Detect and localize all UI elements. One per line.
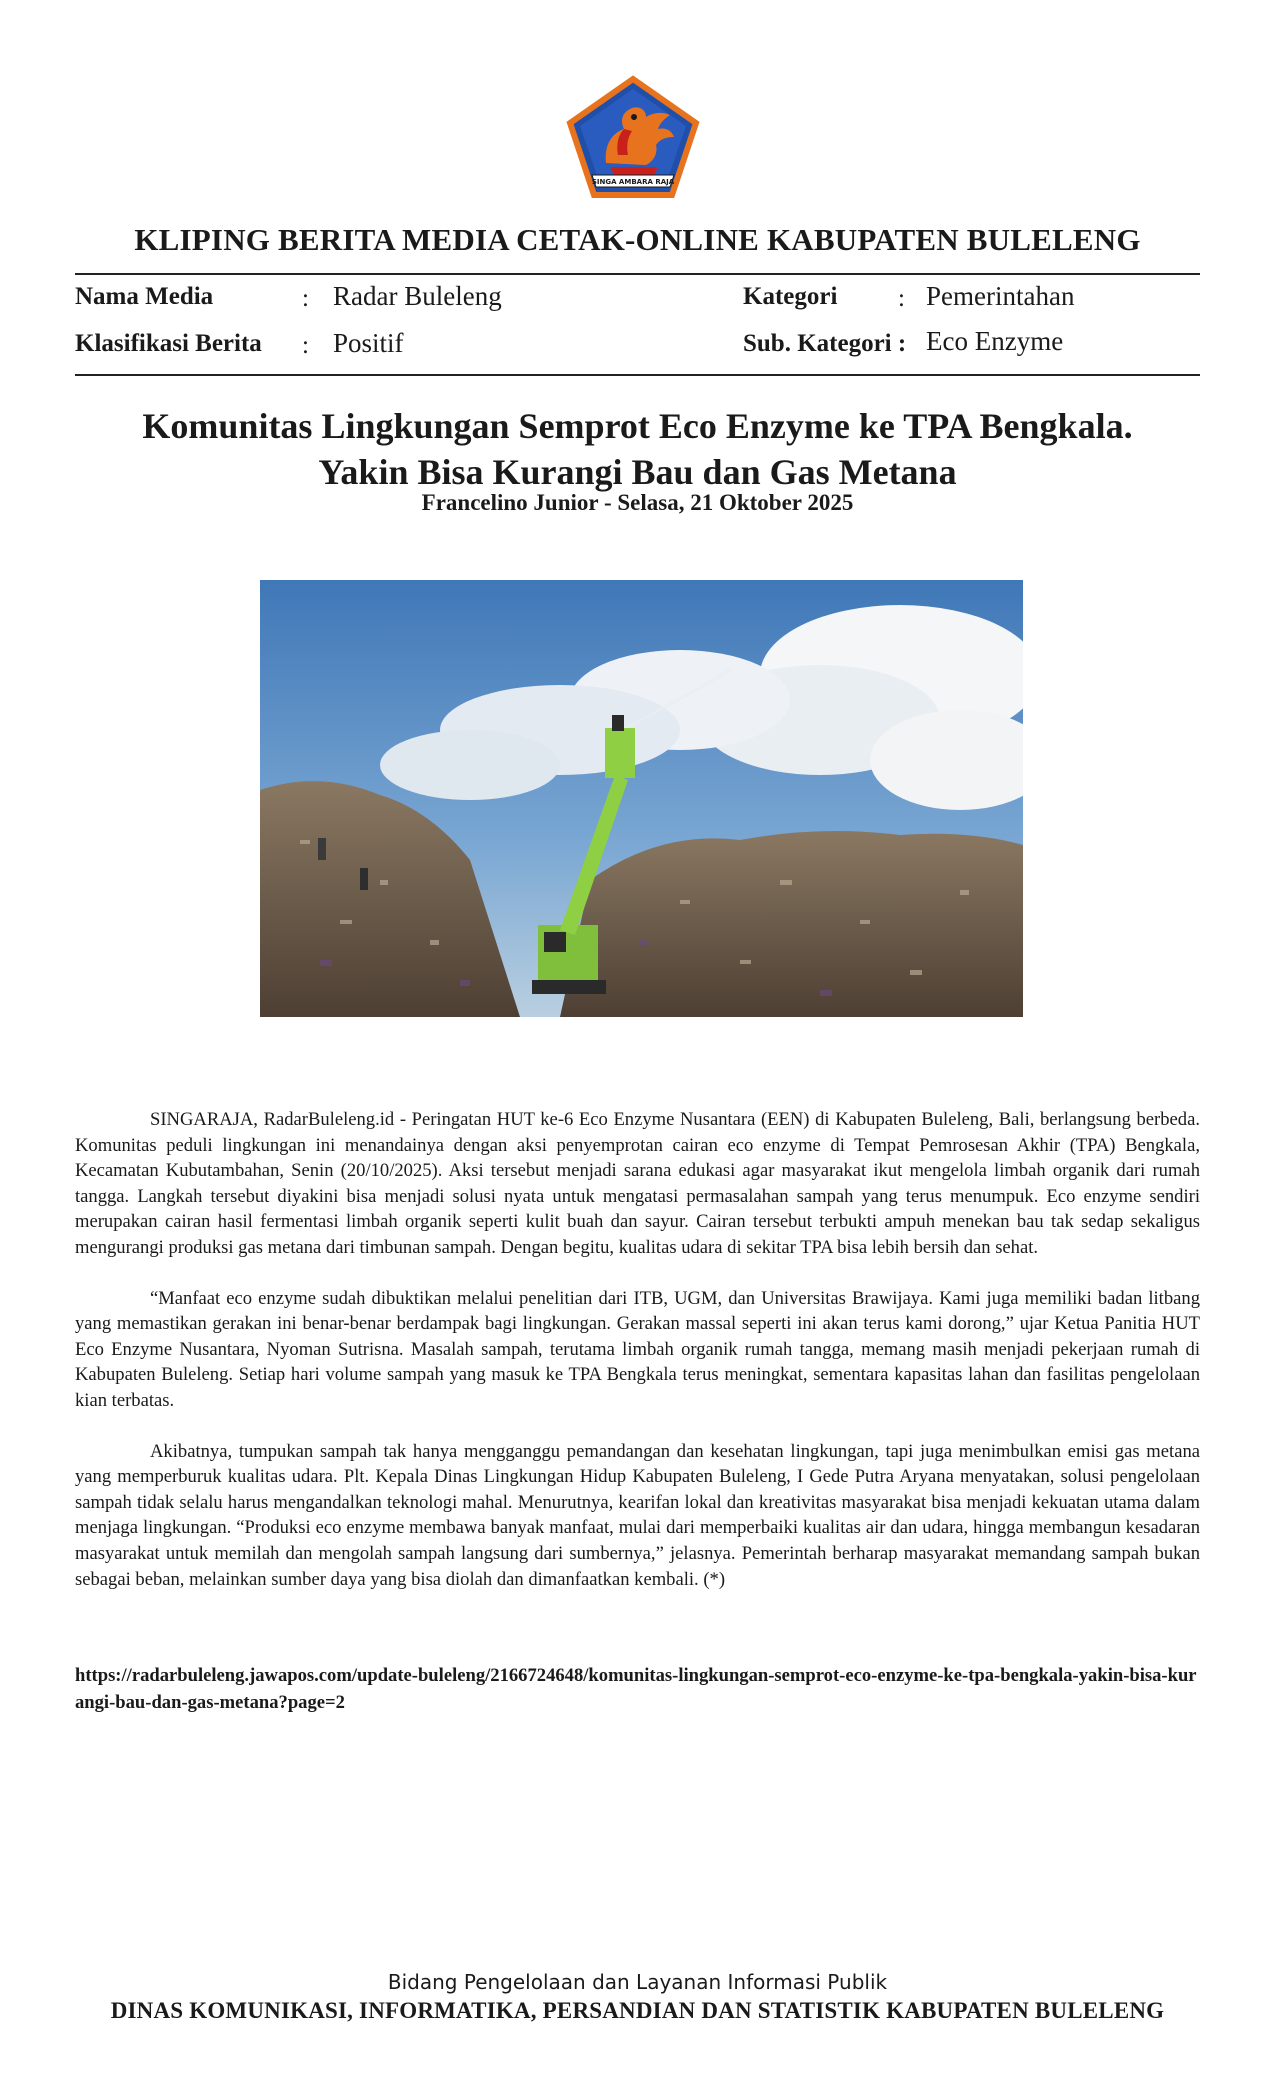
media-label: Nama Media [75,283,214,310]
kategori-label: Kategori [743,283,838,310]
emblem-motto: SINGA AMBARA RAJA [591,178,675,186]
subkategori-label: Sub. Kategori : [743,330,907,357]
article-photo [260,580,1023,1017]
buleleng-regency-emblem [566,75,700,199]
article-body [75,1107,1200,1617]
article-title-line1: Komunitas Lingkungan Semprot Eco Enzyme ke TPA Bengkala. [142,406,1133,446]
header-top-divider [75,273,1200,275]
document-header-title: KLIPING BERITA MEDIA CETAK-ONLINE KABUPATEN BULELENG [134,222,1141,257]
article-title [0,403,1275,495]
kategori-value: Pemerintahan [926,281,1075,311]
klasifikasi-colon: : [302,332,309,359]
media-colon: : [302,285,309,312]
header-bottom-divider [75,374,1200,376]
footer-department: Bidang Pengelolaan dan Layanan Informasi Publik [387,1970,888,1994]
media-value: Radar Buleleng [333,281,502,311]
kategori-colon: : [898,285,905,312]
article-title-line2: Yakin Bisa Kurangi Bau dan Gas Metana [318,452,957,492]
article-byline: Francelino Junior - Selasa, 21 Oktober 2025 [421,490,854,515]
footer-agency: DINAS KOMUNIKASI, INFORMATIKA, PERSANDIAN DAN STATISTIK KABUPATEN BULELENG [110,1998,1165,2023]
subkategori-value: Eco Enzyme [926,326,1064,356]
article-paragraph: SINGARAJA, RadarBuleleng.id - Peringatan HUT ke-6 Eco Enzyme Nusantara (EEN) di Kabupaten Buleleng, Bali, berlangsung berbeda. Komunitas peduli lingkungan ini menandainya dengan aksi penyemprotan cairan eco enzyme di Tempat Pemrosesan Akhir (TPA) Bengkala, Kecamatan Kubutambahan, Senin (20/10/2025). Aksi tersebut menjadi sarana edukasi agar masyarakat ikut mengelola limbah organik dari rumah tangga. Langkah tersebut diyakini bisa menjadi solusi nyata untuk mengatasi permasalahan sampah yang terus menumpuk. Eco enzyme sendiri merupakan cairan hasil fermentasi limbah organik seperti kulit buah dan sayur. Cairan tersebut terbukti ampuh menekan bau tak sedap sekaligus mengurangi produksi gas metana dari timbunan sampah. Dengan begitu, kualitas udara di sekitar TPA bisa lebih bersih dan sehat. [75,1109,1200,1258]
article-paragraph: Akibatnya, tumpukan sampah tak hanya mengganggu pemandangan dan kesehatan lingkungan, tapi juga menimbulkan emisi gas metana yang memperburuk kualitas udara. Plt. Kepala Dinas Lingkungan Hidup Kabupaten Buleleng, I Gede Putra Aryana menyatakan, solusi pengelolaan sampah tidak selalu harus mengandalkan teknologi mahal. Menurutnya, kearifan lokal dan kreativitas masyarakat bisa menjadi kekuatan utama dalam menjaga lingkungan. “Produksi eco enzyme membawa banyak manfaat, mulai dari memperbaiki kualitas air dan udara, hingga membangun kesadaran masyarakat untuk memilah dan mengolah sampah langsung dari sumbernya,” jelasnya. Pemerintah berharap masyarakat memandang sampah bukan sebagai beban, melainkan sumber daya yang bisa diolah dan dimanfaatkan kembali. (*) [75,1440,1200,1590]
source-url[interactable]: https://radarbuleleng.jawapos.com/update-buleleng/2166724648/komunitas-lingkungan-semprot-eco-enzyme-ke-tpa-bengkala-yakin-bisa-kurangi-bau-dan-gas-metana?page=2 [75,1665,1197,1713]
article-paragraph: “Manfaat eco enzyme sudah dibuktikan melalui penelitian dari ITB, UGM, dan Universitas Brawijaya. Kami juga memiliki badan litbang yang memastikan gerakan ini benar-benar berdampak bagi lingkungan. Gerakan massal seperti ini akan terus kami dorong,” ujar Ketua Panitia HUT Eco Enzyme Nusantara, Nyoman Sutrisna. Masalah sampah, terutama limbah organik rumah tangga, memang masih menjadi pekerjaan rumah di Kabupaten Buleleng. Setiap hari volume sampah yang masuk ke TPA Bengkala terus meningkat, sementara kapasitas lahan dan fasilitas pengelolaan kian terbatas. [75,1287,1200,1411]
klasifikasi-label: Klasifikasi Berita [75,330,262,357]
klasifikasi-value: Positif [333,328,404,358]
